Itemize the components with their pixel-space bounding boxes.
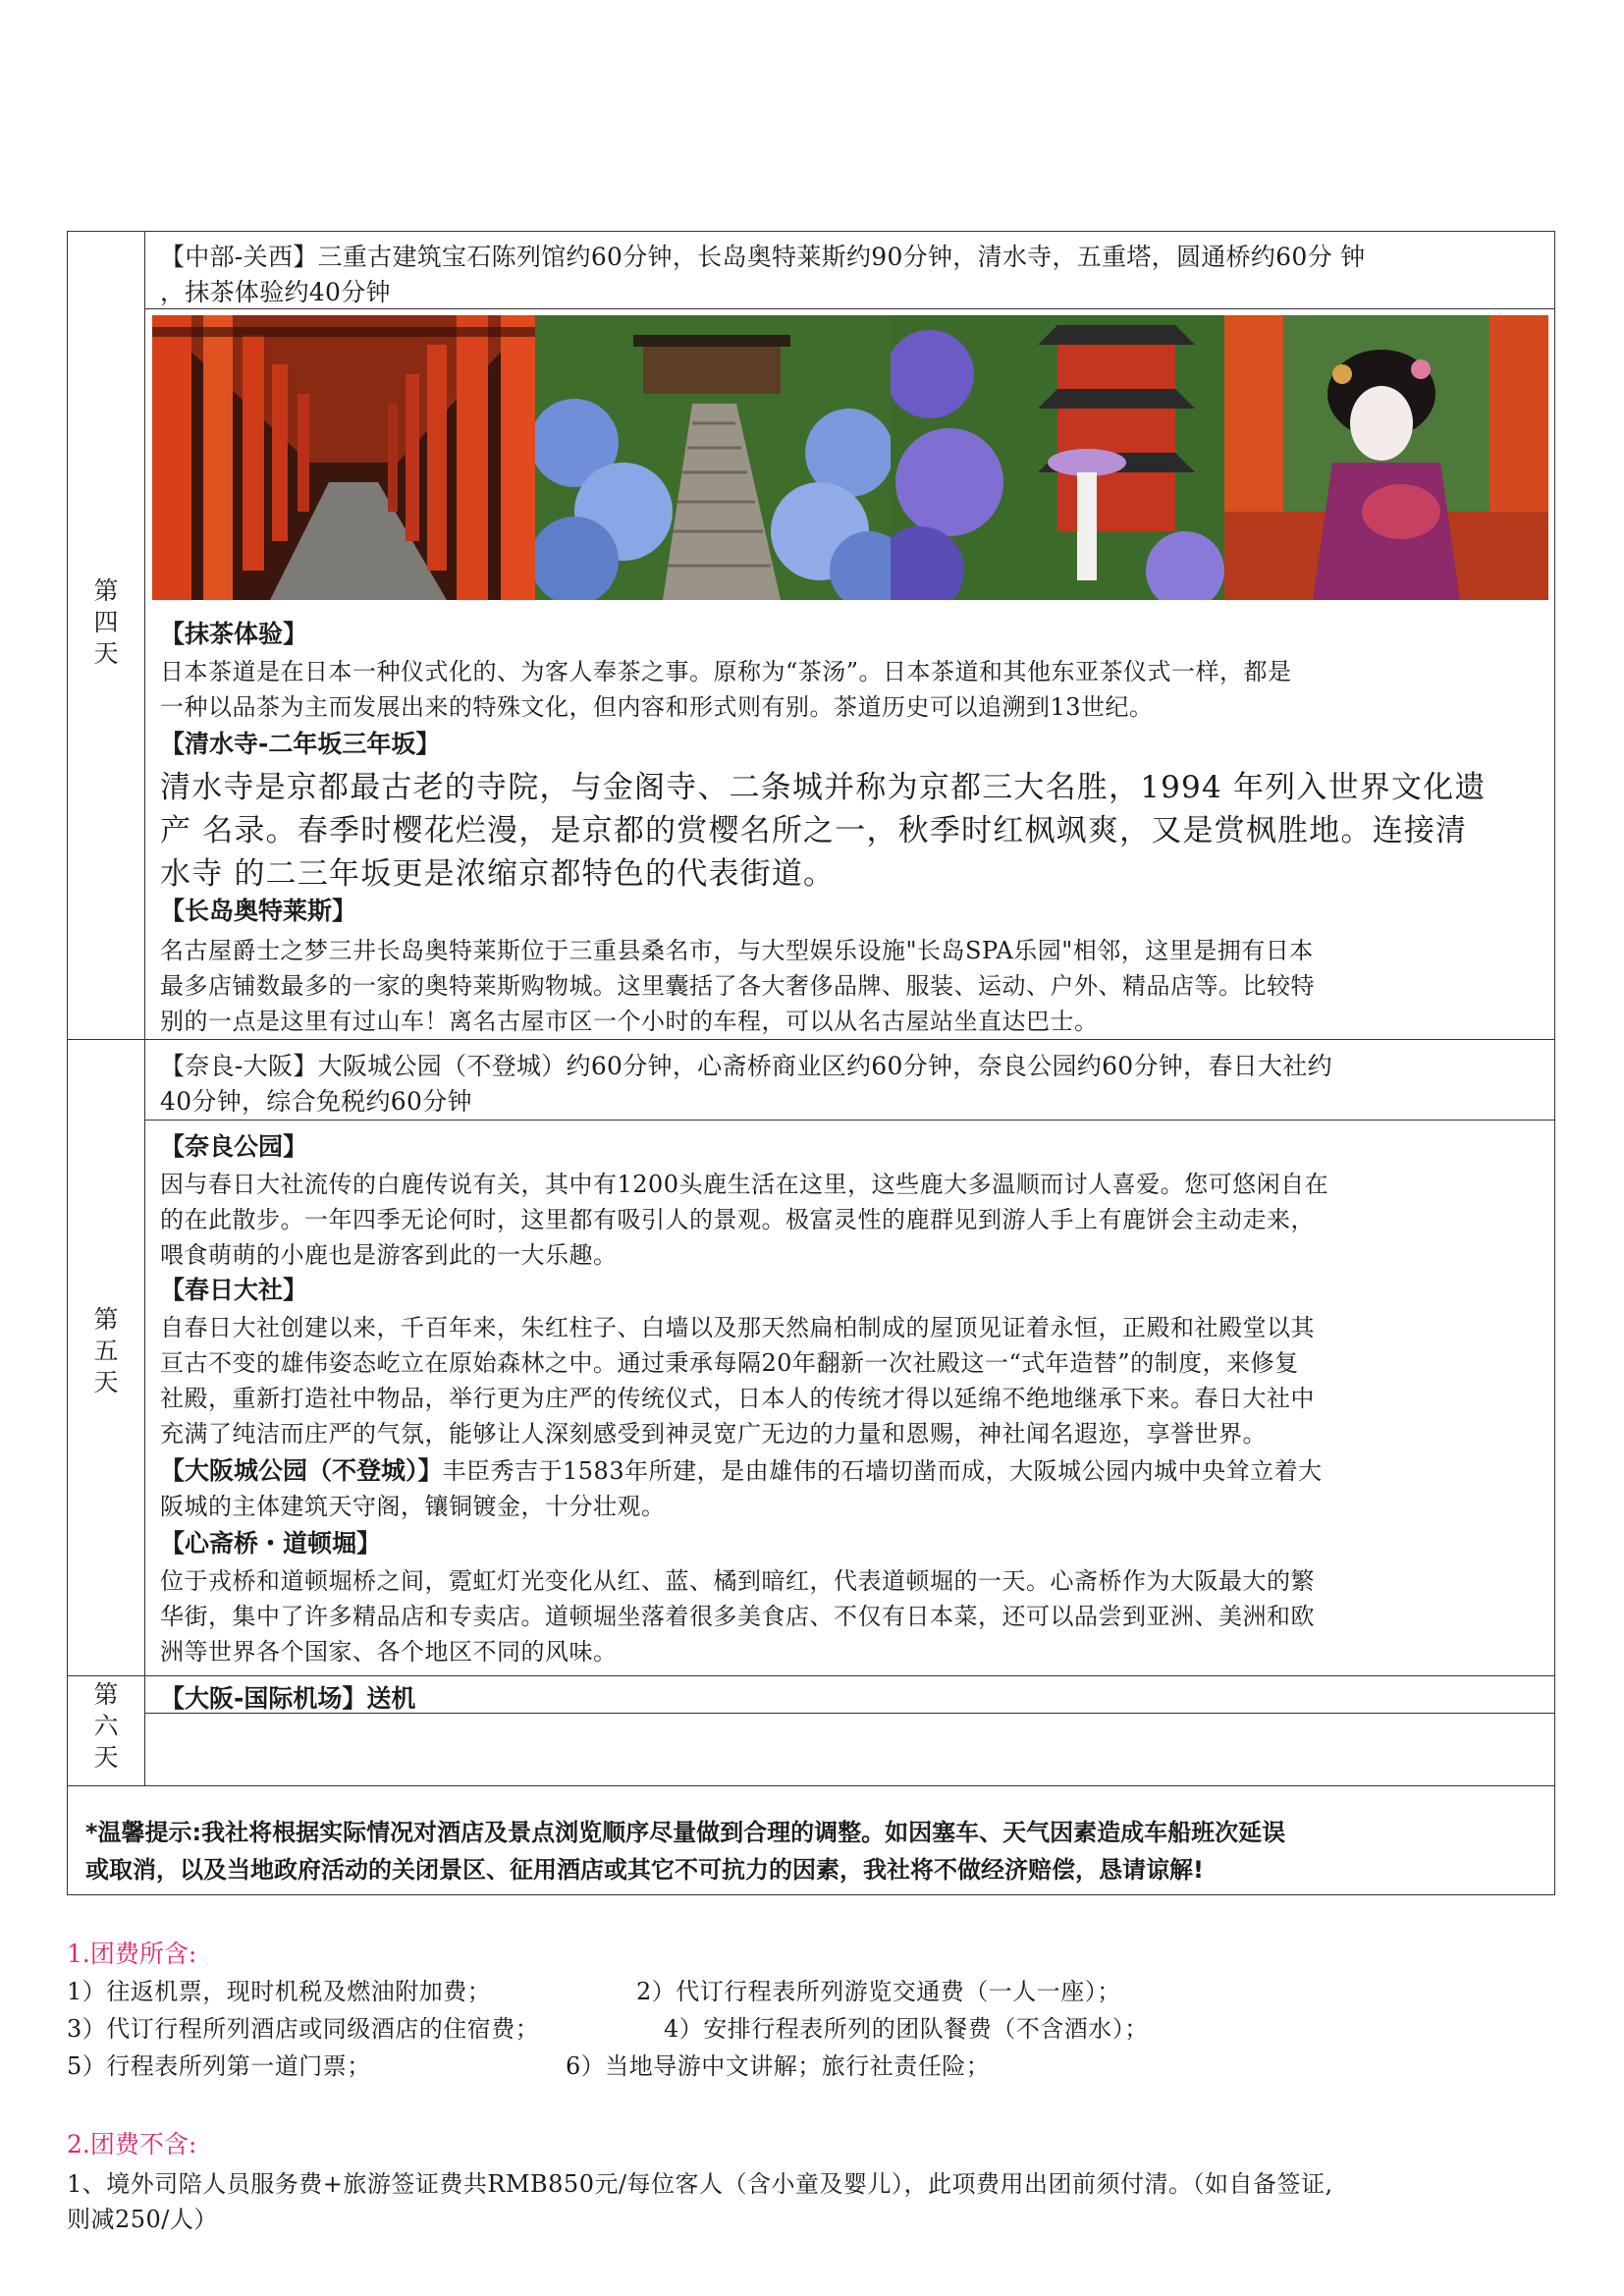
kasuga-line-4: 充满了纯洁而庄严的气氛，能够让人深刻感受到神灵宽广无边的力量和恩赐，神社闻名遐迩，享誉世界。: [160, 1420, 1267, 1448]
shinsaibashi-line-2: 华街，集中了许多精品店和专卖店。道顿堀坐落着很多美食店、不仅有日本菜，还可以品尝到亚洲、美洲和欧: [160, 1603, 1315, 1630]
day5-day6-divider: [68, 1675, 1554, 1676]
fee-excluded-line-2: 则减250/人）: [67, 2206, 218, 2233]
nagashima-line-1: 名古屋爵士之梦三井长岛奥特莱斯位于三重县桑名市，与大型娱乐设施"长岛SPA乐园"相邻，这里是拥有日本: [160, 937, 1314, 964]
notice-line-2: 或取消，以及当地政府活动的关闭景区、征用酒店或其它不可抗力的因素，我社将不做经济赔偿，恳请谅解!: [85, 1856, 1204, 1884]
notice-divider: [68, 1785, 1554, 1786]
fee-included-title: 1.团费所含:: [67, 1940, 197, 1968]
day4-route-divider: [144, 308, 1554, 309]
nara-park-heading: 【奈良公园】: [160, 1132, 308, 1161]
day5-route-divider: [144, 1120, 1554, 1121]
kiyomizu-line-3: 水寺 的二三年坂更是浓缩京都特色的代表街道。: [160, 856, 836, 892]
kasuga-line-2: 亘古不变的雄伟姿态屹立在原始森林之中。通过秉承每隔20年翻新一次社殿这一“式年造替”的制度，来修复: [160, 1349, 1299, 1377]
day-column-divider: [144, 232, 145, 1785]
osaka-castle-inline: 丰臣秀吉于1583年所建，是由雄伟的石墙切凿而成，大阪城公园内城中央耸立着大: [442, 1457, 1323, 1485]
kiyomizu-line-1: 清水寺是京都最古老的寺院，与金阁寺、二条城并称为京都三大名胜，1994 年列入世界文化遗: [160, 770, 1487, 805]
geisha-photo: [1224, 315, 1548, 600]
day6-route: 【大阪-国际机场】送机: [160, 1684, 416, 1713]
day6-label: 第 六 天: [93, 1680, 119, 1772]
shinsaibashi-heading: 【心斋桥・道顿堀】: [160, 1529, 382, 1558]
fee-included-item-4: 4）安排行程表所列的团队餐费（不含酒水）；: [664, 2015, 1149, 2043]
kasuga-line-1: 自春日大社创建以来，千百年来，朱红柱子、白墙以及那天然扁柏制成的屋顶见证着永恒，正殿和社殿堂以其: [160, 1314, 1315, 1341]
matcha-line-1: 日本茶道是在日本一种仪式化的、为客人奉茶之事。原称为“茶汤”。日本茶道和其他东亚茶仪式一样，都是: [160, 658, 1292, 685]
fee-included-item-2: 2）代订行程表所列游览交通费（一人一座）；: [636, 1978, 1121, 2005]
nara-park-line-1: 因与春日大社流传的白鹿传说有关，其中有1200头鹿生活在这里，这些鹿大多温顺而讨人喜爱。您可悠闲自在: [160, 1171, 1329, 1198]
itinerary-table: [67, 231, 1555, 1895]
osaka-castle-heading: 【大阪城公园（不登城）】: [160, 1456, 443, 1485]
matcha-line-2: 一种以品茶为主而发展出来的特殊文化，但内容和形式则有别。茶道历史可以追溯到13世纪。: [160, 693, 1154, 721]
fee-included-item-1: 1）往返机票，现时机税及燃油附加费；: [67, 1978, 492, 2005]
shinsaibashi-line-1: 位于戎桥和道顿堀桥之间，霓虹灯光变化从红、蓝、橘到暗红，代表道顿堀的一天。心斋桥作为大阪最大的繁: [160, 1567, 1315, 1595]
fee-excluded-line-1: 1、境外司陪人员服务费+旅游签证费共RMB850元/每位客人（含小童及婴儿），此项费用出团前须付清。（如自备签证,: [67, 2170, 1333, 2198]
osaka-castle-line-1: [160, 1451, 1323, 1487]
nagashima-heading: 【长岛奥特莱斯】: [160, 897, 357, 925]
day5-route-line-2: 40分钟，综合免税约60分钟: [160, 1087, 472, 1116]
day5-route-line-1: 【奈良-大阪】大阪城公园（不登城）约60分钟，心斋桥商业区约60分钟，奈良公园约60分钟，春日大社约: [160, 1052, 1332, 1080]
hydrangea-stairway-photo: [535, 315, 891, 600]
shinsaibashi-line-3: 洲等世界各个国家、各个地区不同的风味。: [160, 1638, 618, 1666]
nagashima-line-3: 别的一点是这里有过山车！离名古屋市区一个小时的车程，可以从名古屋站坐直达巴士。: [160, 1008, 1099, 1035]
fee-included-item-3: 3）代订行程所列酒店或同级酒店的住宿费；: [67, 2015, 540, 2043]
fushimi-inari-torii-photo: [152, 315, 535, 600]
kiyomizu-line-2: 产 名录。春季时樱花烂漫，是京都的赏樱名所之一，秋季时红枫飒爽，又是赏枫胜地。连接清: [160, 813, 1468, 848]
matcha-heading: 【抹茶体验】: [160, 620, 308, 648]
kiyomizu-heading: 【清水寺-二年坂三年坂】: [160, 730, 441, 758]
nara-park-line-3: 喂食萌萌的小鹿也是游客到此的一大乐趣。: [160, 1241, 618, 1269]
day4-label: 第 四 天: [93, 576, 119, 668]
kasuga-heading: 【春日大社】: [160, 1276, 308, 1304]
fee-included-item-5: 5）行程表所列第一道门票；: [67, 2052, 371, 2080]
red-pagoda-hydrangea-photo: [891, 315, 1224, 600]
fee-included-item-6: 6）当地导游中文讲解；旅行社责任险；: [566, 2052, 991, 2080]
kasuga-line-3: 社殿，重新打造社中物品，举行更为庄严的传统仪式，日本人的传统才得以延绵不绝地继承下来。春日大社中: [160, 1385, 1315, 1412]
day4-route-line-2: ，抹茶体验约40分钟: [160, 278, 391, 306]
day5-label: 第 五 天: [93, 1305, 119, 1396]
day4-day5-divider: [68, 1039, 1554, 1040]
notice-line-1: *温馨提示:我社将根据实际情况对酒店及景点浏览顺序尽量做到合理的调整。如因塞车、天气因素造成车船班次延误: [85, 1819, 1286, 1846]
fee-excluded-title: 2.团费不含:: [67, 2130, 197, 2159]
osaka-castle-line-2: 阪城的主体建筑天守阁，镶铜镀金，十分壮观。: [160, 1493, 666, 1520]
day4-route-line-1: 【中部-关西】三重古建筑宝石陈列馆约60分钟，长岛奥特莱斯约90分钟，清水寺，五重塔，圆通桥约60分 钟: [160, 243, 1366, 271]
nara-park-line-2: 的在此散步。一年四季无论何时，这里都有吸引人的景观。极富灵性的鹿群见到游人手上有鹿饼会主动走来，: [160, 1206, 1315, 1233]
nagashima-line-2: 最多店铺数最多的一家的奥特莱斯购物城。这里囊括了各大奢侈品牌、服装、运动、户外、精品店等。比较特: [160, 972, 1315, 1000]
